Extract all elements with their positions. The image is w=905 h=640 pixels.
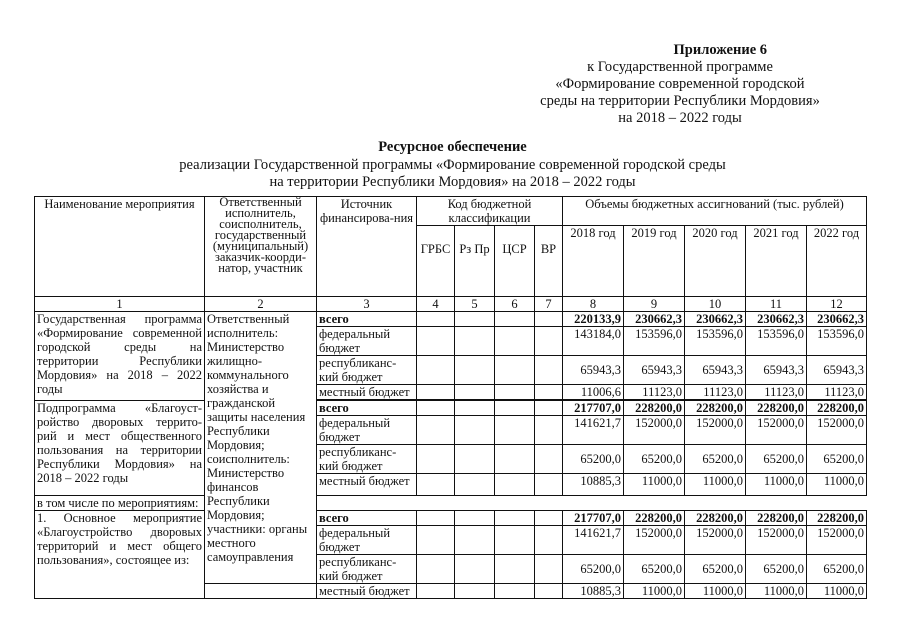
appendix-line: среды на территории Республики Мордовия»: [540, 93, 820, 109]
value-cell: 65200,0: [746, 555, 807, 584]
header-rzpr: Рз Пр: [455, 226, 495, 297]
value-cell: 230662,3: [746, 312, 807, 327]
value-cell: 65943,3: [685, 356, 746, 385]
value-cell: 152000,0: [685, 526, 746, 555]
value-cell: 228200,0: [685, 401, 746, 416]
document-title: Ресурсное обеспечение: [378, 139, 527, 155]
index-cell: 7: [535, 297, 563, 312]
value-cell: 11000,0: [685, 584, 746, 599]
value-cell: 230662,3: [807, 312, 867, 327]
header-vr: ВР: [535, 226, 563, 297]
activity-name: 1. Основное мероприятие «Благоустройство дворовых территорий и мест общего пользования», состоящее из:: [35, 511, 205, 599]
index-cell: 12: [807, 297, 867, 312]
appendix-line: к Государственной программе: [587, 59, 773, 75]
value-cell: 217707,0: [563, 401, 624, 416]
index-cell: 3: [317, 297, 417, 312]
value-cell: 65200,0: [563, 445, 624, 474]
value-cell: 152000,0: [746, 526, 807, 555]
value-cell: 65200,0: [624, 555, 685, 584]
appendix-number: Приложение 6: [673, 42, 767, 58]
value-cell: 228200,0: [624, 511, 685, 526]
table-row: [35, 511, 867, 526]
value-cell: 152000,0: [746, 416, 807, 445]
value-cell: 152000,0: [624, 526, 685, 555]
header-source: Источник финансирова-ния: [317, 197, 417, 297]
source-federal: федеральный бюджет: [317, 526, 417, 555]
program-name: Государственная программа «Формирование современной городской среды на территории Республики Мордовия» на 2018 – 2022 годы: [35, 312, 205, 401]
index-cell: 9: [624, 297, 685, 312]
value-cell: 11000,0: [807, 584, 867, 599]
source-local: местный бюджет: [317, 385, 417, 400]
header-grbs: ГРБС: [417, 226, 455, 297]
value-cell: 11000,0: [746, 584, 807, 599]
value-cell: 10885,3: [563, 584, 624, 599]
value-cell: 228200,0: [807, 511, 867, 526]
value-cell: 65943,3: [807, 356, 867, 385]
source-federal: федеральный бюджет: [317, 327, 417, 356]
value-cell: 11123,0: [746, 385, 807, 400]
value-cell: 228200,0: [807, 401, 867, 416]
index-cell: 1: [35, 297, 205, 312]
source-total: всего: [317, 312, 417, 327]
value-cell: 141621,7: [563, 526, 624, 555]
value-cell: 65200,0: [685, 555, 746, 584]
appendix-line: на 2018 – 2022 годы: [618, 110, 742, 126]
header-row: [35, 197, 867, 226]
header-year: 2019 год: [624, 226, 685, 297]
value-cell: 11000,0: [807, 474, 867, 496]
value-cell: 11000,0: [624, 474, 685, 496]
value-cell: 65943,3: [563, 356, 624, 385]
value-cell: 65200,0: [807, 555, 867, 584]
value-cell: 153596,0: [746, 327, 807, 356]
header-executor: Ответственный исполнитель, соисполнитель, государственный (муниципальный) заказчик-коорди-натор, участник: [205, 197, 317, 297]
value-cell: 152000,0: [807, 526, 867, 555]
header-name: Наименование мероприятия: [35, 197, 205, 297]
table-row: [35, 496, 867, 511]
value-cell: 228200,0: [685, 511, 746, 526]
value-cell: 11123,0: [807, 385, 867, 400]
value-cell: 153596,0: [624, 327, 685, 356]
index-cell: 2: [205, 297, 317, 312]
source-local: местный бюджет: [317, 584, 417, 599]
resource-table: [34, 196, 867, 599]
value-cell: 65200,0: [624, 445, 685, 474]
value-cell: 228200,0: [624, 401, 685, 416]
header-year: 2018 год: [563, 226, 624, 297]
header-year: 2021 год: [746, 226, 807, 297]
source-total: всего: [317, 401, 417, 416]
source-federal: федеральный бюджет: [317, 416, 417, 445]
value-cell: 143184,0: [563, 327, 624, 356]
value-cell: 11006,6: [563, 385, 624, 400]
value-cell: 217707,0: [563, 511, 624, 526]
value-cell: 65200,0: [746, 445, 807, 474]
value-cell: 65200,0: [563, 555, 624, 584]
value-cell: 65200,0: [685, 445, 746, 474]
index-cell: 4: [417, 297, 455, 312]
value-cell: 153596,0: [807, 327, 867, 356]
value-cell: 230662,3: [685, 312, 746, 327]
value-cell: 11000,0: [746, 474, 807, 496]
header-year: 2022 год: [807, 226, 867, 297]
value-cell: 152000,0: [624, 416, 685, 445]
value-cell: 10885,3: [563, 474, 624, 496]
value-cell: 65943,3: [624, 356, 685, 385]
index-cell: 5: [455, 297, 495, 312]
index-cell: 8: [563, 297, 624, 312]
header-year: 2020 год: [685, 226, 746, 297]
source-republic: республиканс-кий бюджет: [317, 445, 417, 474]
document-subtitle: реализации Государственной программы «Формирование современной городской среды: [179, 157, 726, 173]
value-cell: 152000,0: [685, 416, 746, 445]
index-cell: 11: [746, 297, 807, 312]
value-cell: 230662,3: [624, 312, 685, 327]
source-total: всего: [317, 511, 417, 526]
table-row: [35, 312, 867, 327]
appendix-line: «Формирование современной городской: [555, 76, 805, 92]
index-row: [35, 297, 867, 312]
value-cell: 65200,0: [807, 445, 867, 474]
header-csr: ЦСР: [495, 226, 535, 297]
source-republic: республиканс-кий бюджет: [317, 555, 417, 584]
header-code-group: Код бюджетной классификации: [417, 197, 563, 226]
program-executor: Ответственный исполнитель: Министерство жилищно-коммунального хозяйства и гражданской защиты населения Республики Мордовия; соисполнитель: Министерство финансов Республики Мордовия; участники: органы местного самоуправления: [205, 312, 317, 584]
value-cell: 228200,0: [746, 511, 807, 526]
document-subtitle: на территории Республики Мордовия» на 2018 – 2022 годы: [269, 174, 636, 190]
value-cell: 228200,0: [746, 401, 807, 416]
value-cell: 153596,0: [685, 327, 746, 356]
value-cell: 220133,9: [563, 312, 624, 327]
value-cell: 11123,0: [624, 385, 685, 400]
value-cell: 11123,0: [685, 385, 746, 400]
value-cell: 65943,3: [746, 356, 807, 385]
source-local: местный бюджет: [317, 474, 417, 496]
value-cell: 11000,0: [624, 584, 685, 599]
subprogram-name: Подпрограмма «Благоуст-ройство дворовых террито-рий и мест общественного пользования на территории Республики Мордовия» на 2018 – 2022 годы: [35, 401, 205, 496]
table-row: [35, 401, 867, 416]
value-cell: 141621,7: [563, 416, 624, 445]
source-republic: республиканс-кий бюджет: [317, 356, 417, 385]
header-volumes: Объемы бюджетных ассигнований (тыс. рублей): [563, 197, 867, 226]
value-cell: 152000,0: [807, 416, 867, 445]
index-cell: 10: [685, 297, 746, 312]
including-label: в том числе по мероприятиям:: [35, 496, 205, 511]
appendix-block: [515, 42, 845, 127]
index-cell: 6: [495, 297, 535, 312]
value-cell: 11000,0: [685, 474, 746, 496]
